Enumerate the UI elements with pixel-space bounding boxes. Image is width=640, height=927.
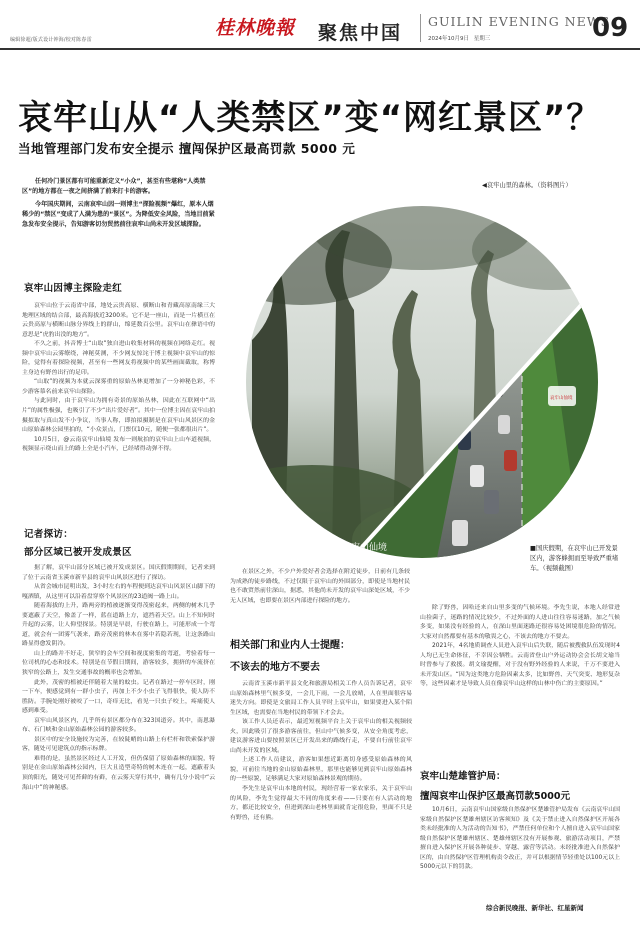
section-2-body-col2: [230, 568, 410, 626]
lead-text: [22, 177, 215, 233]
video-badge-text: 哀牢山仙境: [550, 395, 573, 400]
body-paragraph: 上述工作人员建议，游客如果想近距离切身感受原始森林的风貌，可前往当地的金山原始森林里，那里也能够见到哀牢山原始森林的一些原貌，足够满足大家对原始森林景观的期待。: [230, 757, 412, 783]
body-paragraph: 据了解，哀牢山部分区域已被开发成景区。国庆假期期间，记者来到了位于云南省玉溪市新平县的哀牢山风景区进行了探访。: [22, 565, 215, 581]
headline: 哀牢山从“人类禁区”变“网红景区”？: [18, 98, 602, 138]
body-paragraph: 云南省玉溪市新平县文化和旅游局相关工作人员告诉记者，哀牢山原始森林里气候多变，一会儿下雨，一会儿放晴，人在里面很容易迷失方向。即使是文旅局工作人员平时上哀牢山，如果要进入某个陌生区域，也需要在当地村民的带领下才会去。: [230, 681, 412, 716]
body-paragraph: 10月6日，云南哀牢山国家级自然保护区楚雄管护局发布《云南哀牢山国家级自然保护区楚雄州辖区访客须知》及《关于禁止进入自然保护区开展各类未经批准的人为活动的告知书》，严禁任何单位和个人擅自进入哀牢山国家级自然保护区楚雄州辖区、楚雄州辖区没有开展参观、旅游活动项目，严禁擅自进入保护区开展各种徒步、穿越、露营等活动。未经批准进入自然保护区的，由自然保护区管理机构责令改正，并可以根据情节轻重处以100元以上5000元以下的罚款。: [420, 807, 620, 871]
editors-line: 编辑徐超/版式设计钟海/校对陈春雷: [10, 37, 92, 43]
body-paragraph: 李先生是哀牢山本地的村民，现经营着一家农家乐，关于哀牢山的风险，李先生觉得最大不同的角度来看——只要在有人活动的地方，都还比较安全，但进到深山老林里面就肯定很危险，里面不只是有野兽，还有熊。: [230, 786, 412, 821]
body-paragraph: 不久之前，抖音博士“山取”独自进山收集材料的视频在网络走红。视频中哀牢山云雾缭绕，神秘莫测，不少网友惊诧于博主视频中哀牢山的惊险，觉得有着探险视频，甚至有一些网友将视频中的某些画面截取，称博主身边有野兽出行的足印。: [22, 341, 215, 376]
body-paragraph: 山上的路并不好走，狭窄的会车空间和视度密集的弯道，考验着每一位司机的心态和技术。特别是在节假日期间，游客较多，拥挤的车流挤在狭窄的公路上，发生交通事故的概率也会增加。: [22, 650, 215, 677]
photo-caption: [482, 180, 572, 189]
section-subheading-3: 不该去的地方不要去: [230, 662, 320, 673]
body-paragraph: 随着海拔的上升，路两旁的植被逐渐变得茂密起来，两侧的树木几乎要遮蔽了天空，像盖了一样，蓝在道路上方，遮挡着天空。山上不知何时升起的云雾，让人仰望探景。特别是早晨，行驶在路上，可能形成一个弯道，就会有一团雾气袭来，路旁茂密的林木在雾中若隐若现，让这条路山路显得愈发阴冷。: [22, 603, 215, 648]
photo-caption-text: 哀牢山里的森林。（资料图片）: [486, 182, 572, 189]
source-credit: 综合新民晚报、新华社、红星新闻: [486, 904, 584, 912]
body-paragraph: 此外，茂密的植被还伴随着大量的蚊虫。记者在路过一停车区时，刚一下车，便感觉到有一群小虫子，再加上不少小虫子飞得很快，使人防不胜防。手腕处刚好被咬了一口，奇痒无比，看见一只虫子咬上，疼痛使人感到难受。: [22, 679, 215, 715]
section-3-body-col1: [230, 680, 412, 910]
triangle-marker-icon: ◀: [482, 182, 487, 189]
section-kicker-2: 记者探访：: [24, 529, 74, 540]
body-paragraph: “山取”的视频为本就云深雾重的原始丛林更增加了一分神秘色彩，不少游客慕名前来哀牢山探险。: [22, 379, 215, 395]
body-paragraph: 与此同时，由于哀牢山为拥有奇景的原始丛林，因此在互联网中“出片”的属性极强，也吸引了不少“出片爱好者”。其中一位博主因在哀牢山拍摄拟取与真山发不小争议，当事人称，即拍拟摄制是在哀牢山风景区的金山原始森林公园里拍的，“小众景点，门票仅10元，随便一张都很出片”。: [22, 398, 215, 434]
section-heading-2: 部分区域已被开发成景区: [24, 547, 132, 558]
section-title: 聚焦中国: [318, 22, 403, 44]
section-heading-4: 哀牢山楚雄管护局：: [420, 771, 506, 782]
section-heading-1: 哀牢山因博主探险走红: [24, 283, 123, 294]
body-paragraph: 在景区之外，不少户外爱好者会选择在附近徒步，日前有几条较为成熟的徒步路线，不过仅限于哀牢山的外围部分，即使是当地村民也不敢贸然前往深山，据悉，其他尚未开发的哀牢山深处区域，不少无人区域，也即要在景区内部进行探险的地方。: [230, 569, 410, 604]
date-line: 2024年10月9日 星期三: [428, 36, 491, 42]
masthead-divider: [420, 14, 421, 42]
body-paragraph: 哀牢山风景区内，几乎所有景区都分布在323国道旁。其中，南恩瀑布、石门峡和金山原始森林公园的游客较多。: [22, 717, 215, 734]
masthead: [0, 0, 640, 50]
photo-watermark: 哀牢山仙境: [342, 542, 388, 552]
subheadline: 当地管理部门发布安全提示 擅闯保护区最高罚款 5000 元: [18, 141, 356, 156]
photo-side-caption: [530, 544, 622, 574]
body-paragraph: 哀牢山位于云南省中部，地处云贵高原、横断山和青藏高原南缘三大地理区域的结合部，最高海拔近3200米。它不是一座山，而是一片横亘在云贵高原与横断山脉分界线上的群山，绵延数百公里。哀牢山在彝语中的意思是“虎豹出没的地方”。: [22, 303, 215, 338]
section-heading-3: 相关部门和业内人士提醒：: [230, 640, 350, 651]
section-3-body-col2: [420, 604, 620, 754]
section-subheading-4: 擅闯哀牢山保护区最高罚款5000元: [420, 791, 570, 802]
body-paragraph: 从省会城市昆明出发，3小时左右的车程便到达哀牢山风景区山脚下的嘎洒镇，从这里可以沿着盘穿察个风景区的23道阀一路上山。: [22, 584, 215, 600]
section-1-body: [22, 302, 215, 500]
body-paragraph: 除了野兽，因哈还来自山里多变的气候环境。李先生说，本地人经常进山捡菌子，迷路的情况比较少，不过外面的人进山往往容易迷路，加之气候多变，如果没有经验的人，在深山里面迷路还很容易处困境很危险的情况。大家对自然都要有基本的敬畏之心，不该去的地方不要去。: [420, 605, 620, 640]
logo-text: 桂林晚報: [215, 17, 296, 39]
lead-paragraph: 今年国庆期间，云南哀牢山因一则博主“探险视频”爆红，原本人烟稀少的“禁区”变成了人满为患的“景区”。为降低安全风险，当地目前紧急发布安全提示，告知游客切勿贸然前往哀牢山尚未开发区域探险。: [22, 201, 215, 229]
triangle-marker-icon: ■: [530, 545, 536, 552]
section-4-body: [420, 806, 620, 902]
feature-photo: [222, 190, 622, 558]
english-title: GUILIN EVENING NEWS: [428, 14, 611, 29]
body-paragraph: 10月5日，@云南哀牢山仙境 发布一则航拍的哀牢山上山车道视频，视频显示绕山而上的路上全是小汽车，已经堵得动弹不得。: [22, 436, 215, 453]
newspaper-logo: [215, 16, 307, 40]
photo-circle: [222, 190, 622, 558]
lead-paragraph: 任何冷门景区都有可能重新定义“小众”，甚至有些堪称“人类禁区”的地方都在一夜之间挤满了前来打卡的游客。: [22, 178, 206, 196]
body-paragraph: 难得的是，虽然景区经过人工开发，但仍保留了原始森林的面貌，特别是在金山原始森林公园内，巨大且造型奇特的树木连在一起，遮蔽着头顶的阳光，随处可见苔藓的有藓，在云雾天穿行其中，确有几分小说中“云海山中”的神秘感。: [22, 755, 215, 791]
section-2-body-col1: [22, 564, 215, 910]
body-paragraph: 该工作人员还表示，最近短视频平台上关于哀牢山的相关视频较火，因此吸引了很多游客前往，但山中气候多变，从安全角度考虑，建议游客进山要按照景区已开发出来的路线行走，不要自行前往哀牢山尚未开发的区域。: [230, 719, 412, 754]
body-paragraph: 2021年，4名地质调查人员进入哀牢山后失联，随后被搜救队伍发现时4人均已无生命体征，不幸因公牺牲。云南省登山户外运动协会会长胡文瑜当时曾参与了救援。胡文瑜提醒，对于没有野外经验的人来说，千万不要进入未开发山区。“因为这类地方危险因素太多，比如野兽、天气突变、地形复杂等，这些因素才是导致人员在像哀牢山这样的山林中伤亡的主要原因。”: [420, 643, 620, 688]
body-paragraph: 景区中的安全设施较为完善，在较陡峭的山路上有栏杆和铁索保护游客，随处可见建筑点的指示标牌。: [22, 736, 215, 753]
page-number: 09: [592, 13, 629, 43]
photo-side-caption-text: 国庆假期，在哀牢山已开发景区内，游客蜂拥而至导致严重堵车。（视频截图）: [530, 545, 619, 572]
